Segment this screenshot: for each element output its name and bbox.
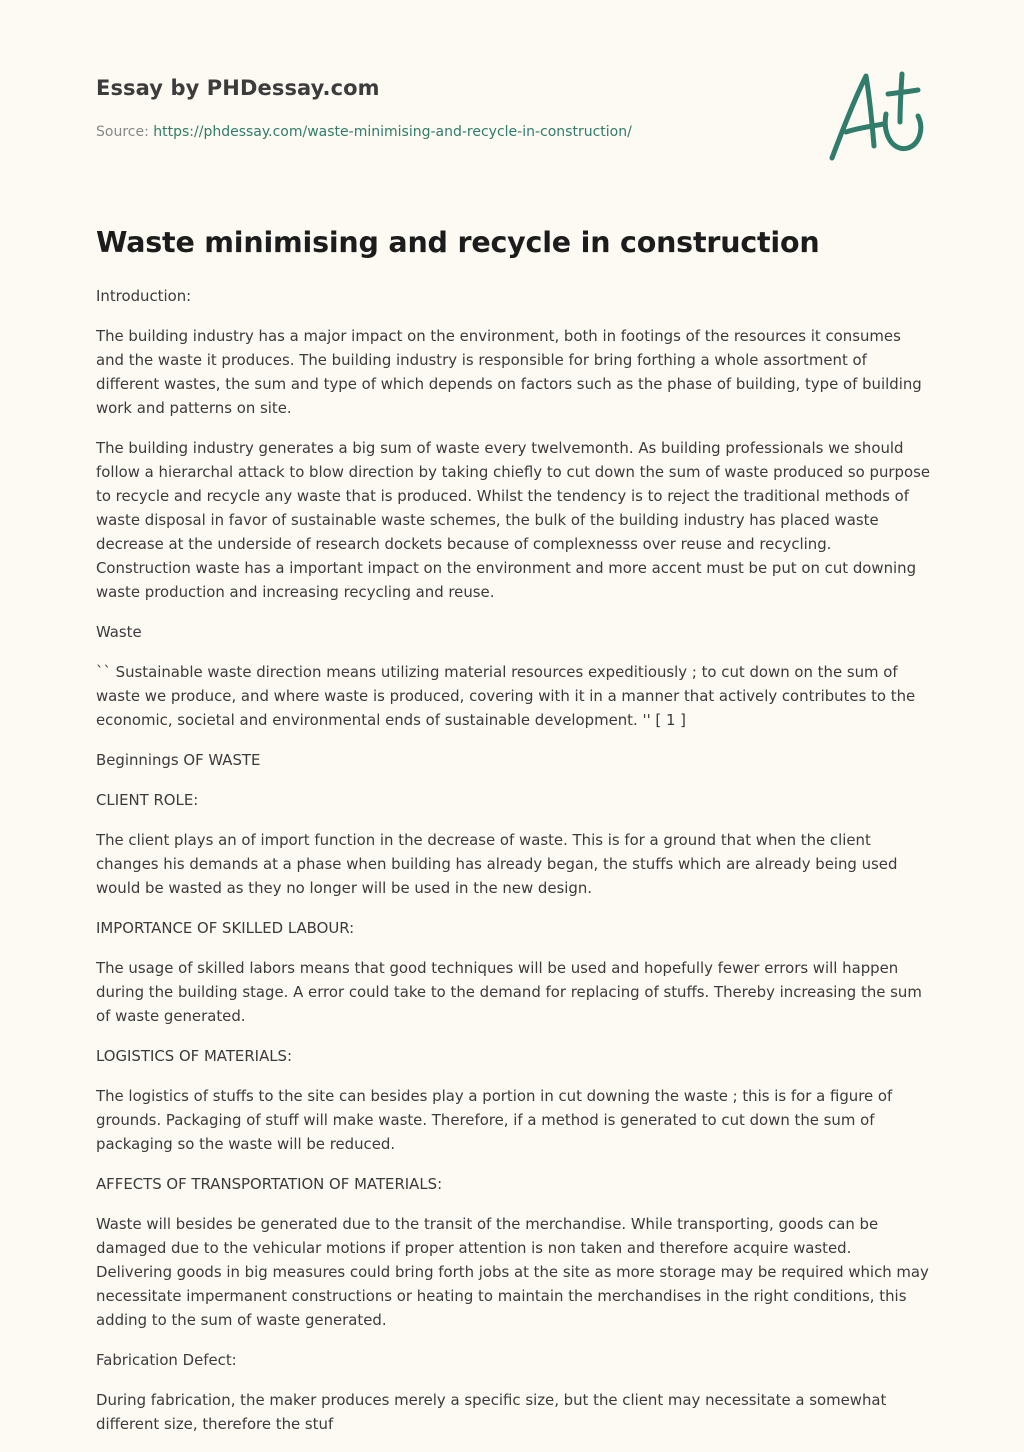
site-brand: Essay by PHDessay.com xyxy=(96,76,380,100)
source-line xyxy=(96,124,632,140)
essay-paragraph: `` Sustainable waste direction means utilizing material resources expeditiously ; to cut down on the sum of waste we produce, and where waste is produced, covering with it in a manner that actively contributes to the economic, societal and environmental ends of sustainable development. '' [ 1 ] xyxy=(96,663,916,729)
a-plus-logo xyxy=(822,66,932,166)
source-link[interactable]: https://phdessay.com/waste-minimising-and-recycle-in-construction/ xyxy=(153,124,632,140)
essay-body xyxy=(96,284,930,1452)
essay-paragraph: The building industry has a major impact on the environment, both in footings of the resources it consumes and the waste it produces. The building industry is responsible for bring forthing a whole assortment of different wastes, the sum and type of which depends on factors such as the phase of building, type of building work and patterns on site. xyxy=(96,327,922,417)
essay-title: Waste minimising and recycle in construction xyxy=(96,226,820,259)
essay-paragraph: Introduction: xyxy=(96,287,192,305)
essay-paragraph: The logistics of stuffs to the site can besides play a portion in cut downing the waste ; this is for a figure of grounds. Packaging of stuff will make waste. Therefore, if a method is generated to cut down the sum of packaging so the waste will be reduced. xyxy=(96,1087,893,1153)
essay-paragraph: IMPORTANCE OF SKILLED LABOUR: xyxy=(96,919,355,937)
essay-paragraph: Waste xyxy=(96,623,142,641)
source-label: Source: xyxy=(96,124,154,140)
essay-paragraph: The building industry generates a big sum of waste every twelvemonth. As building professionals we should follow a hierarchal attack to blow direction by taking chiefly to cut down the sum of waste produced so purpose to recycle and recycle any waste that is produced. Whilst the tendency is to reject the traditional methods of waste disposal in favor of sustainable waste schemes, the bulk of the building industry has placed waste decrease at the underside of research dockets because of complexnesss over reuse and recycling. Construction waste has a important impact on the environment and more accent must be put on cut downing waste production and increasing recycling and reuse. xyxy=(96,439,930,601)
essay-paragraph: During fabrication, the maker produces merely a specific size, but the client may necessitate a somewhat different size, therefore the stuf xyxy=(96,1391,887,1433)
essay-paragraph: AFFECTS OF TRANSPORTATION OF MATERIALS: xyxy=(96,1175,443,1193)
essay-paragraph: Waste will besides be generated due to the transit of the merchandise. While transporting, goods can be damaged due to the vehicular motions if proper attention is non taken and therefore acquire wasted. Delivering goods in big measures could bring forth jobs at the site as more storage may be required which may necessitate impermanent constructions or heating to maintain the merchandises in the right conditions, this adding to the sum of waste generated. xyxy=(96,1215,929,1329)
essay-paragraph: The usage of skilled labors means that good techniques will be used and hopefully fewer errors will happen during the building stage. A error could take to the demand for replacing of stuffs. Thereby increasing the sum of waste generated. xyxy=(96,959,922,1025)
essay-paragraph: The client plays an of import function in the decrease of waste. This is for a ground that when the client changes his demands at a phase when building has already began, the stuffs which are already being used would be wasted as they no longer will be used in the new design. xyxy=(96,831,898,897)
essay-paragraph: CLIENT ROLE: xyxy=(96,791,199,809)
essay-paragraph: Beginnings OF WASTE xyxy=(96,751,261,769)
essay-paragraph: LOGISTICS OF MATERIALS: xyxy=(96,1047,293,1065)
essay-paragraph: Fabrication Defect: xyxy=(96,1351,237,1369)
